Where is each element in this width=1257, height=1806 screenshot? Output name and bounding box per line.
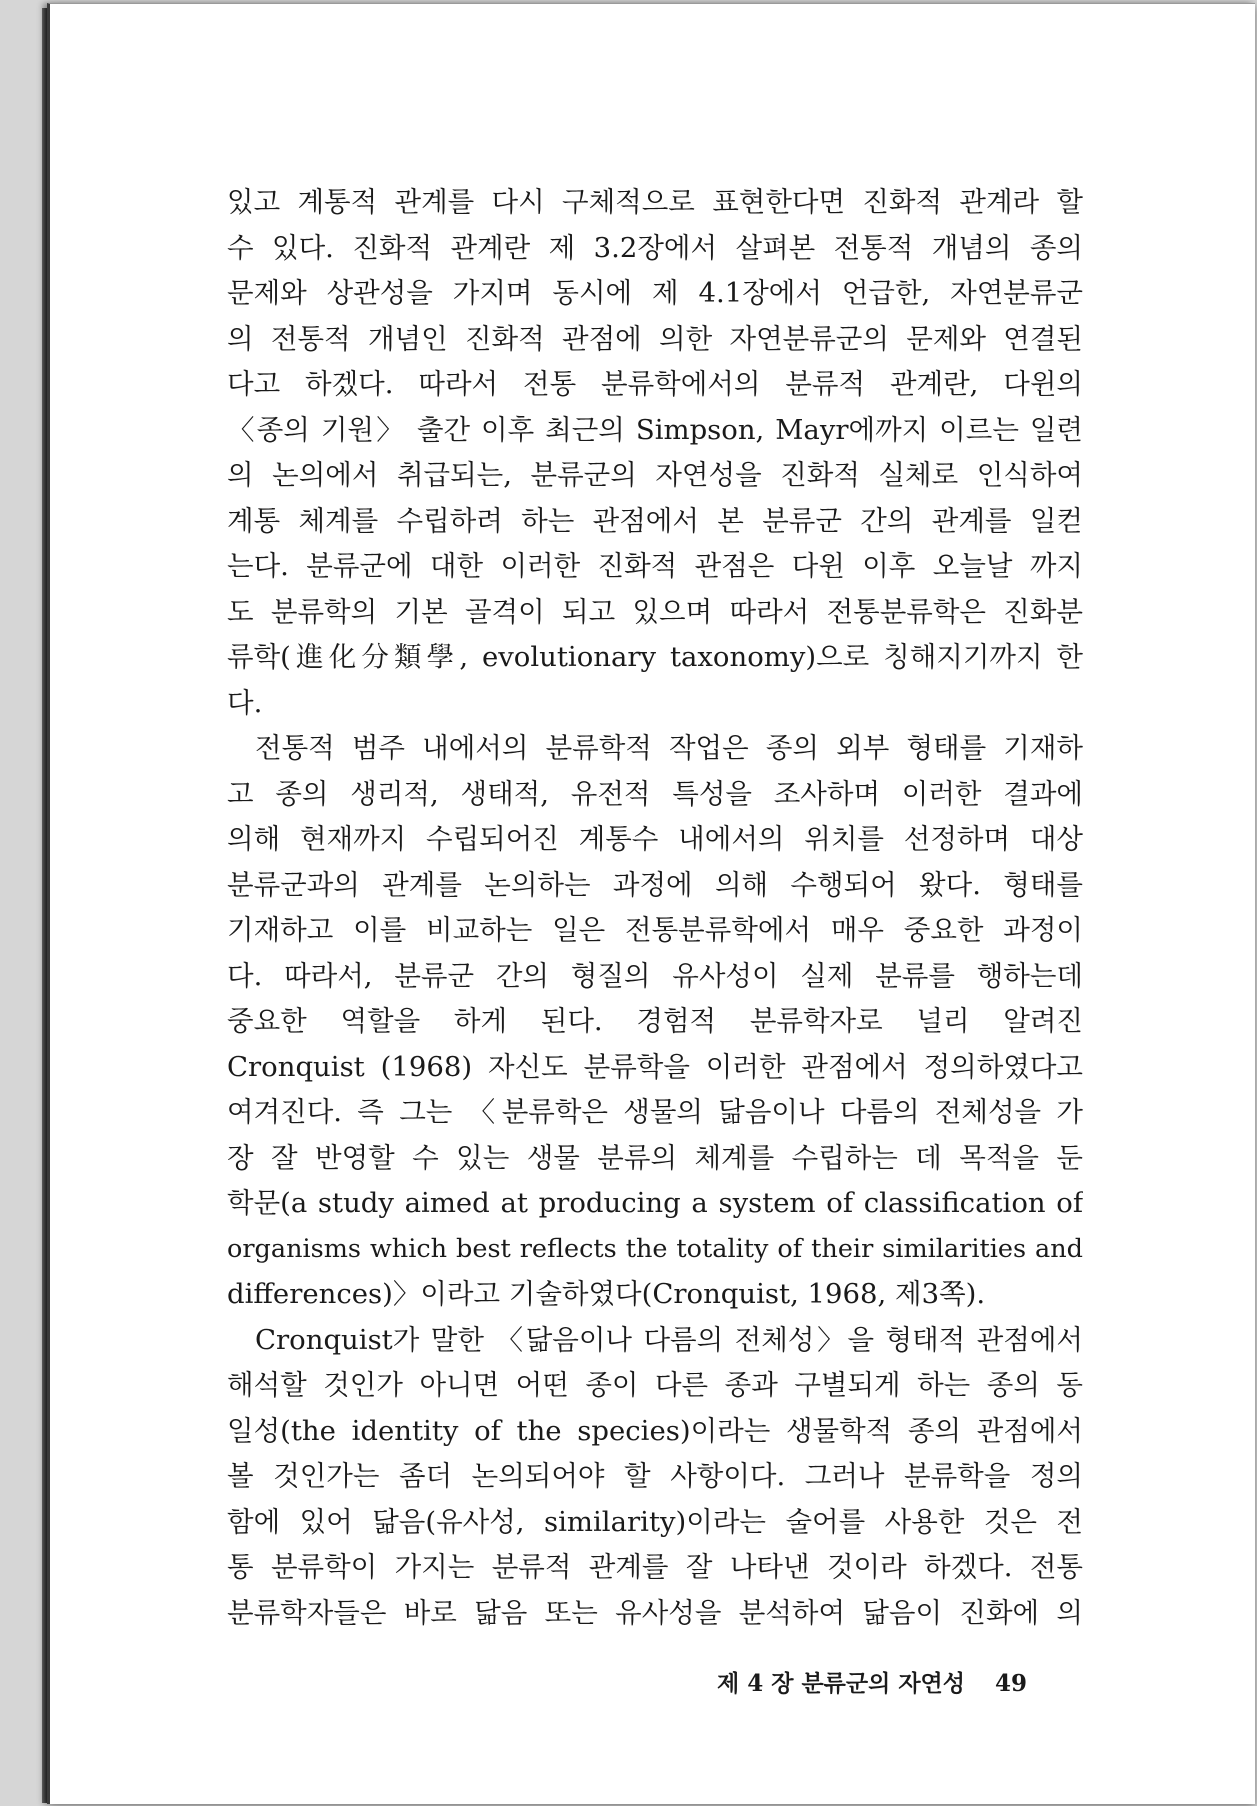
text-line: 중요한 역할을 하게 된다. 경험적 분류학자로 널리 알려진 xyxy=(227,1005,1083,1037)
text-line: differences)〉이라고 기술하였다(Cronquist, 1968, 제3쪽). xyxy=(227,1278,986,1310)
text-line: 문제와 상관성을 가지며 동시에 제 4.1장에서 언급한, 자연분류군 xyxy=(227,277,1083,309)
text-line: 함에 있어 닮음(유사성, similarity)이라는 술어를 사용한 것은 전 xyxy=(227,1505,1083,1538)
text-line: 는다. 분류군에 대한 이러한 진화적 관점은 다윈 이후 오늘날 까지 xyxy=(227,550,1083,582)
text-line: 〈종의 기원〉 출간 이후 최근의 Simpson, Mayr에까지 이르는 일련 xyxy=(227,413,1083,446)
text-line: 분류군과의 관계를 논의하는 과정에 의해 수행되어 왔다. 형태를 xyxy=(227,868,1083,901)
text-line: 다. 따라서, 분류군 간의 형질의 유사성이 실제 분류를 행하는데 xyxy=(227,959,1083,992)
text-line: 의 전통적 개념인 진화적 관점에 의한 자연분류군의 문제와 연결된 xyxy=(227,322,1083,355)
text-line: 장 잘 반영할 수 있는 생물 분류의 체계를 수립하는 데 목적을 둔 xyxy=(227,1141,1083,1174)
text-line: 수 있다. 진화적 관계란 제 3.2장에서 살펴본 전통적 개념의 종의 xyxy=(227,231,1083,264)
page-number: 49 xyxy=(995,1670,1028,1697)
paragraph-start-line: Cronquist가 말한 〈닮음이나 다름의 전체성〉을 형태적 관점에서 xyxy=(255,1323,1083,1356)
text-line: 다. xyxy=(227,686,263,719)
text-line: organisms which best reflects the totality of their similarities and xyxy=(227,1233,1083,1264)
text-line: 의해 현재까지 수립되어진 계통수 내에서의 위치를 선정하며 대상 xyxy=(227,823,1083,855)
text-line: 다고 하겠다. 따라서 전통 분류학에서의 분류적 관계란, 다윈의 xyxy=(227,368,1083,400)
text-line: 학문(a study aimed at producing a system of classification of xyxy=(227,1187,1083,1219)
text-line: 의 논의에서 취급되는, 분류군의 자연성을 진화적 실체로 인식하여 xyxy=(227,459,1083,491)
paragraph-start-line: 전통적 범주 내에서의 분류학적 작업은 종의 외부 형태를 기재하 xyxy=(255,732,1083,764)
running-footer xyxy=(717,1665,1057,1698)
text-line: Cronquist (1968) 자신도 분류학을 이러한 관점에서 정의하였다고 xyxy=(227,1050,1083,1083)
text-line: 있고 계통적 관계를 다시 구체적으로 표현한다면 진화적 관계라 할 xyxy=(227,186,1083,218)
text-line: 해석할 것인가 아니면 어떤 종이 다른 종과 구별되게 하는 종의 동 xyxy=(227,1369,1083,1401)
text-line: 볼 것인가는 좀더 논의되어야 할 사항이다. 그러나 분류학을 정의 xyxy=(227,1460,1083,1492)
text-line: 분류학자들은 바로 닮음 또는 유사성을 분석하여 닮음이 진화에 의 xyxy=(227,1596,1083,1629)
text-line: 여겨진다. 즉 그는 〈분류학은 생물의 닮음이나 다름의 전체성을 가 xyxy=(227,1096,1083,1128)
text-line: 일성(the identity of the species)이라는 생물학적 종의 관점에서 xyxy=(227,1414,1083,1447)
text-line: 고 종의 생리적, 생태적, 유전적 특성을 조사하며 이러한 결과에 xyxy=(227,777,1083,810)
text-line: 류학(進化分類學, evolutionary taxonomy)으로 칭해지기까지 한 xyxy=(227,641,1083,673)
text-line: 기재하고 이를 비교하는 일은 전통분류학에서 매우 중요한 과정이 xyxy=(227,914,1083,946)
text-line: 계통 체계를 수립하려 하는 관점에서 본 분류군 간의 관계를 일컫 xyxy=(227,504,1083,537)
chapter-title: 제 4 장 분류군의 자연성 xyxy=(717,1670,965,1697)
text-line: 도 분류학의 기본 골격이 되고 있으며 따라서 전통분류학은 진화분 xyxy=(227,595,1083,628)
text-line: 통 분류학이 가지는 분류적 관계를 잘 나타낸 것이라 하겠다. 전통 xyxy=(227,1551,1083,1583)
